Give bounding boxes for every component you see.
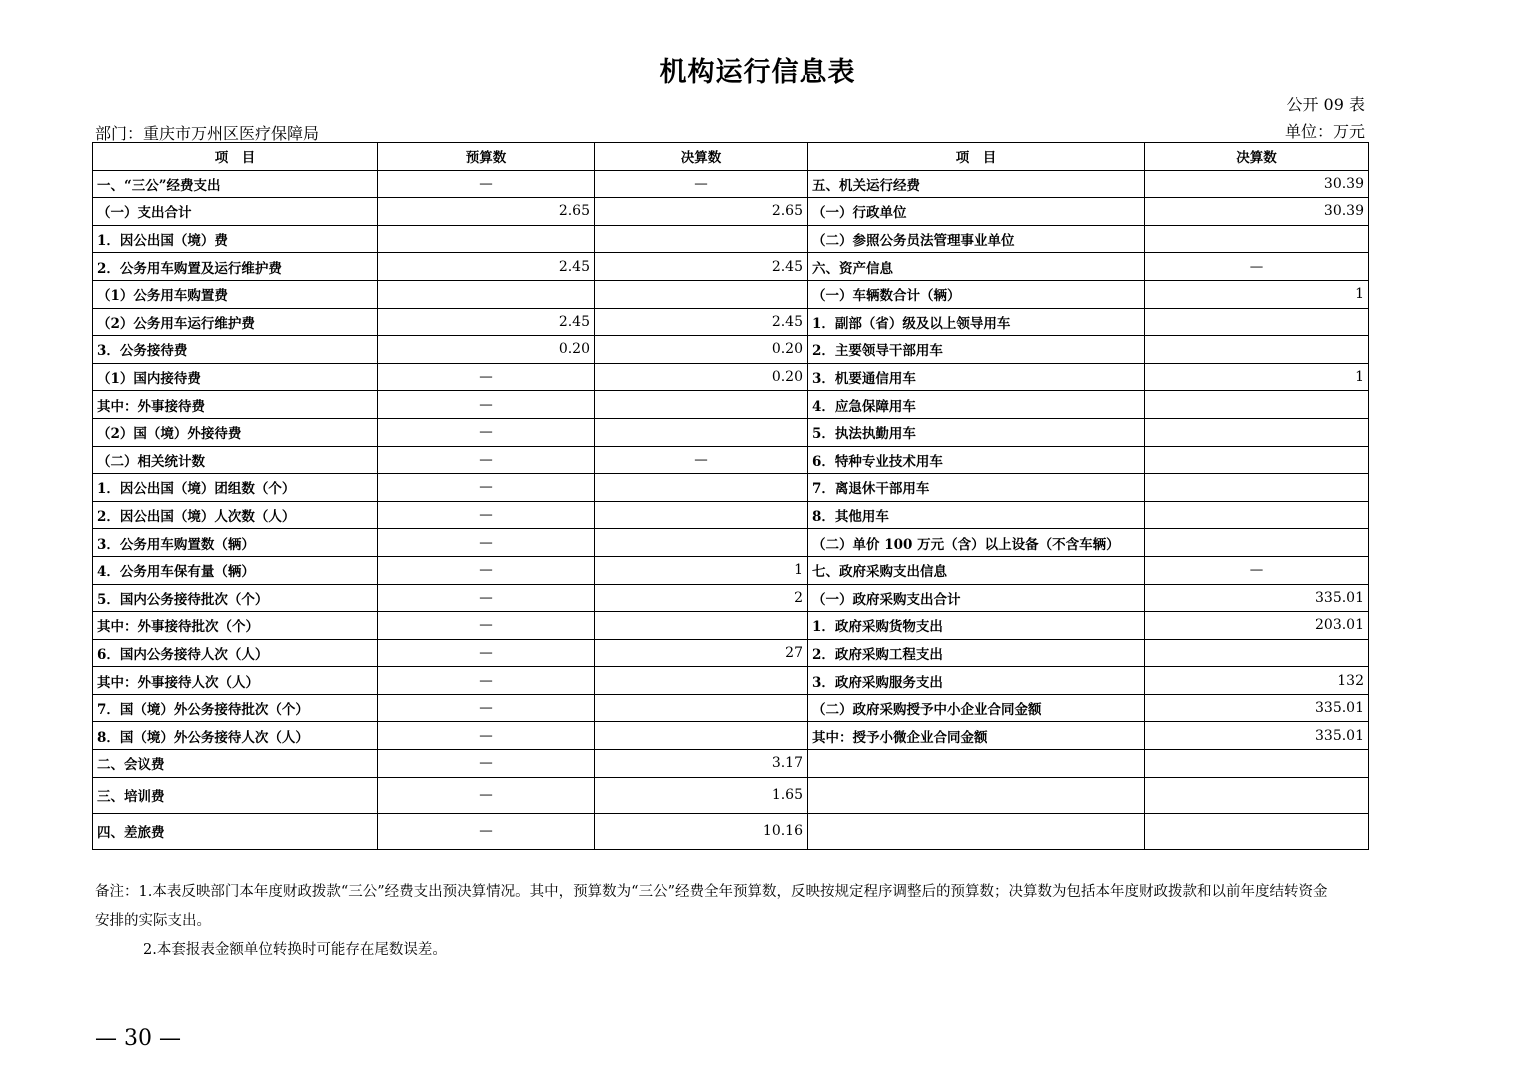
final-left-cell	[595, 501, 808, 529]
final-right-cell	[1145, 777, 1369, 813]
item-left-cell: 一、“三公”经费支出	[93, 170, 378, 198]
header-final-right: 决算数	[1145, 143, 1369, 171]
item-right-cell: 3．政府采购服务支出	[808, 667, 1145, 695]
final-right-cell	[1145, 529, 1369, 557]
budget-cell: —	[378, 750, 595, 778]
info-table	[92, 142, 1369, 850]
final-right-cell: 335.01	[1145, 584, 1369, 612]
budget-cell: 2.45	[378, 308, 595, 336]
item-right-cell: 2．主要领导干部用车	[808, 336, 1145, 364]
table-row	[93, 612, 1369, 640]
final-left-cell: 1	[595, 556, 808, 584]
table-row	[93, 225, 1369, 253]
budget-cell	[378, 225, 595, 253]
final-right-cell	[1145, 474, 1369, 502]
final-right-cell	[1145, 391, 1369, 419]
budget-cell: —	[378, 667, 595, 695]
item-right-cell: 六、资产信息	[808, 253, 1145, 281]
item-left-cell: 2．因公出国（境）人次数（人）	[93, 501, 378, 529]
item-right-cell: 6．特种专业技术用车	[808, 446, 1145, 474]
final-left-cell: 10.16	[595, 813, 808, 849]
item-left-cell: 其中：外事接待费	[93, 391, 378, 419]
item-right-cell: （二）单价 100 万元（含）以上设备（不含车辆）	[808, 529, 1145, 557]
budget-cell: —	[378, 777, 595, 813]
table-row	[93, 363, 1369, 391]
item-right-cell	[808, 813, 1145, 849]
table-row	[93, 198, 1369, 226]
final-left-cell	[595, 722, 808, 750]
item-right-cell: （二）参照公务员法管理事业单位	[808, 225, 1145, 253]
budget-cell: —	[378, 529, 595, 557]
final-left-cell: 27	[595, 639, 808, 667]
item-left-cell: 3．公务用车购置数（辆）	[93, 529, 378, 557]
page-title: 机构运行信息表	[659, 57, 856, 88]
table-row	[93, 722, 1369, 750]
final-right-cell	[1145, 446, 1369, 474]
final-left-cell: —	[595, 170, 808, 198]
final-left-cell: 0.20	[595, 336, 808, 364]
table-row	[93, 639, 1369, 667]
final-left-cell	[595, 612, 808, 640]
budget-cell: —	[378, 446, 595, 474]
final-left-cell	[595, 391, 808, 419]
final-left-cell	[595, 280, 808, 308]
item-right-cell: （二）政府采购授予中小企业合同金额	[808, 694, 1145, 722]
header-final-left: 决算数	[595, 143, 808, 171]
item-right-cell	[808, 777, 1145, 813]
table-row	[93, 584, 1369, 612]
department-label: 部门：重庆市万州区医疗保障局	[95, 124, 320, 143]
item-left-cell: 3．公务接待费	[93, 336, 378, 364]
item-left-cell: 四、差旅费	[93, 813, 378, 849]
final-left-cell: 0.20	[595, 363, 808, 391]
form-number: 公开 09 表	[1286, 95, 1365, 114]
item-right-cell: （一）政府采购支出合计	[808, 584, 1145, 612]
header-item-right: 项 目	[808, 143, 1145, 171]
item-left-cell: （1）国内接待费	[93, 363, 378, 391]
budget-cell: —	[378, 722, 595, 750]
budget-cell: —	[378, 813, 595, 849]
final-left-cell	[595, 474, 808, 502]
budget-cell: 2.45	[378, 253, 595, 281]
table-row	[93, 529, 1369, 557]
item-right-cell: 8．其他用车	[808, 501, 1145, 529]
final-left-cell	[595, 694, 808, 722]
final-right-cell: 1	[1145, 363, 1369, 391]
item-right-cell: 1．副部（省）级及以上领导用车	[808, 308, 1145, 336]
final-right-cell: 30.39	[1145, 198, 1369, 226]
item-left-cell: 其中：外事接待批次（个）	[93, 612, 378, 640]
item-left-cell: 二、会议费	[93, 750, 378, 778]
final-right-cell: —	[1145, 556, 1369, 584]
final-left-cell	[595, 667, 808, 695]
final-left-cell: 2.45	[595, 308, 808, 336]
item-left-cell: （2）国（境）外接待费	[93, 418, 378, 446]
final-right-cell	[1145, 813, 1369, 849]
final-left-cell: 2	[595, 584, 808, 612]
final-right-cell	[1145, 639, 1369, 667]
item-left-cell: （2）公务用车运行维护费	[93, 308, 378, 336]
page-number: — 30 —	[95, 1026, 181, 1051]
final-right-cell: 335.01	[1145, 694, 1369, 722]
table-row	[93, 667, 1369, 695]
item-right-cell: （一）车辆数合计（辆）	[808, 280, 1145, 308]
item-right-cell: 3．机要通信用车	[808, 363, 1145, 391]
item-right-cell	[808, 750, 1145, 778]
final-left-cell: —	[595, 446, 808, 474]
final-right-cell: 30.39	[1145, 170, 1369, 198]
final-right-cell: —	[1145, 253, 1369, 281]
item-left-cell: 三、培训费	[93, 777, 378, 813]
item-right-cell: 七、政府采购支出信息	[808, 556, 1145, 584]
header-budget: 预算数	[378, 143, 595, 171]
final-left-cell: 2.65	[595, 198, 808, 226]
budget-cell: 0.20	[378, 336, 595, 364]
table-row	[93, 391, 1369, 419]
table-header-row	[93, 143, 1369, 171]
final-right-cell: 335.01	[1145, 722, 1369, 750]
final-right-cell	[1145, 308, 1369, 336]
budget-cell	[378, 280, 595, 308]
item-left-cell: 1．因公出国（境）费	[93, 225, 378, 253]
item-right-cell: 五、机关运行经费	[808, 170, 1145, 198]
item-left-cell: 其中：外事接待人次（人）	[93, 667, 378, 695]
item-right-cell: 1．政府采购货物支出	[808, 612, 1145, 640]
budget-cell: —	[378, 584, 595, 612]
final-right-cell	[1145, 418, 1369, 446]
final-right-cell	[1145, 501, 1369, 529]
notes	[95, 878, 1475, 965]
budget-cell: —	[378, 612, 595, 640]
table-row	[93, 308, 1369, 336]
budget-cell: —	[378, 363, 595, 391]
note-line-1: 备注：1.本表反映部门本年度财政拨款“三公”经费支出预决算情况。其中，预算数为“三公”经费全年预算数，反映按规定程序调整后的预算数；决算数为包括本年度财政拨款和以前年度结转资金	[95, 884, 1328, 900]
table-row	[93, 474, 1369, 502]
item-right-cell: 5．执法执勤用车	[808, 418, 1145, 446]
item-left-cell: 7．国（境）外公务接待批次（个）	[93, 694, 378, 722]
unit-label: 单位：万元	[1284, 122, 1365, 141]
final-right-cell	[1145, 225, 1369, 253]
table-row	[93, 813, 1369, 849]
table-row	[93, 418, 1369, 446]
item-right-cell: （一）行政单位	[808, 198, 1145, 226]
table-row	[93, 694, 1369, 722]
budget-cell: —	[378, 694, 595, 722]
table-row	[93, 170, 1369, 198]
table-row	[93, 777, 1369, 813]
final-left-cell	[595, 529, 808, 557]
item-left-cell: 5．国内公务接待批次（个）	[93, 584, 378, 612]
table-row	[93, 750, 1369, 778]
item-right-cell: 7．离退休干部用车	[808, 474, 1145, 502]
item-right-cell: 2．政府采购工程支出	[808, 639, 1145, 667]
table-row	[93, 556, 1369, 584]
budget-cell: —	[378, 474, 595, 502]
table-row	[93, 501, 1369, 529]
budget-cell: 2.65	[378, 198, 595, 226]
item-right-cell: 其中：授予小微企业合同金额	[808, 722, 1145, 750]
budget-cell: —	[378, 556, 595, 584]
budget-cell: —	[378, 639, 595, 667]
final-right-cell	[1145, 750, 1369, 778]
final-left-cell: 1.65	[595, 777, 808, 813]
final-left-cell: 2.45	[595, 253, 808, 281]
item-left-cell: 8．国（境）外公务接待人次（人）	[93, 722, 378, 750]
final-right-cell: 203.01	[1145, 612, 1369, 640]
table-row	[93, 253, 1369, 281]
item-left-cell: 1．因公出国（境）团组数（个）	[93, 474, 378, 502]
budget-cell: —	[378, 418, 595, 446]
budget-cell: —	[378, 170, 595, 198]
table-row	[93, 446, 1369, 474]
budget-cell: —	[378, 391, 595, 419]
note-line-2: 安排的实际支出。	[95, 913, 211, 929]
item-left-cell: 4．公务用车保有量（辆）	[93, 556, 378, 584]
item-right-cell: 4．应急保障用车	[808, 391, 1145, 419]
table-row	[93, 280, 1369, 308]
note-line-3: 2.本套报表金额单位转换时可能存在尾数误差。	[143, 942, 447, 958]
item-left-cell: （二）相关统计数	[93, 446, 378, 474]
final-left-cell	[595, 418, 808, 446]
item-left-cell: （一）支出合计	[93, 198, 378, 226]
final-left-cell	[595, 225, 808, 253]
budget-cell: —	[378, 501, 595, 529]
final-right-cell	[1145, 336, 1369, 364]
item-left-cell: （1）公务用车购置费	[93, 280, 378, 308]
item-left-cell: 2．公务用车购置及运行维护费	[93, 253, 378, 281]
final-right-cell: 132	[1145, 667, 1369, 695]
header-item-left: 项 目	[93, 143, 378, 171]
final-left-cell: 3.17	[595, 750, 808, 778]
final-right-cell: 1	[1145, 280, 1369, 308]
item-left-cell: 6．国内公务接待人次（人）	[93, 639, 378, 667]
table-row	[93, 336, 1369, 364]
